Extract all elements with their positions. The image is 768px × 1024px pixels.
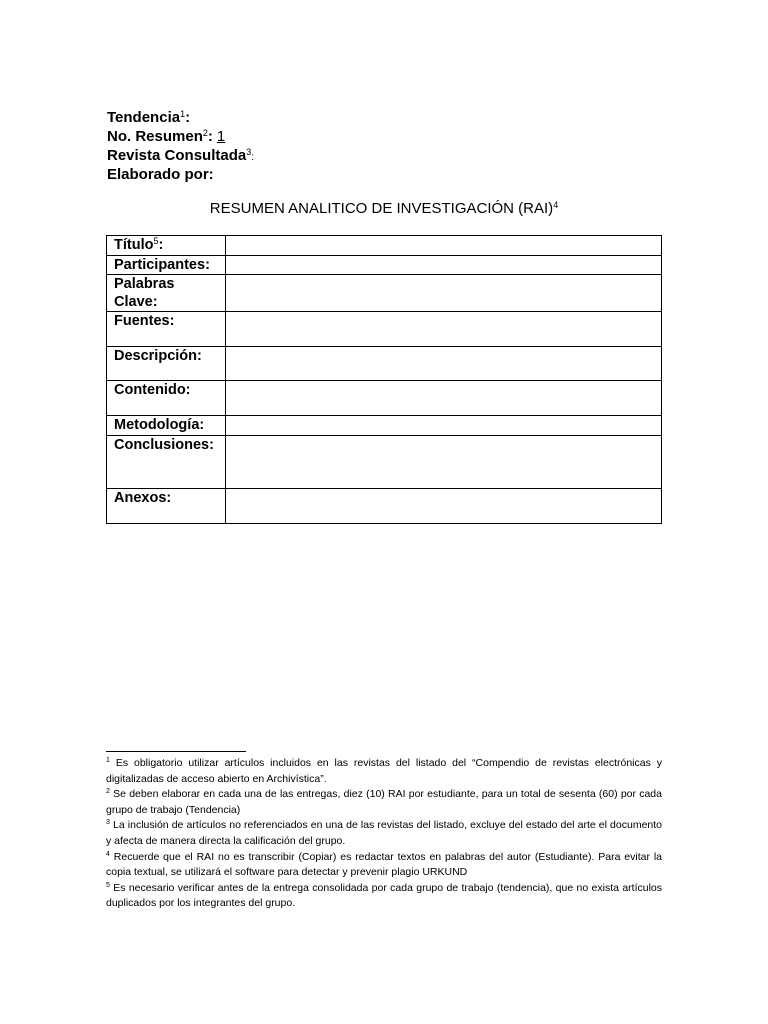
resumen-value[interactable]: 1 [216, 128, 226, 145]
document-title-text: RESUMEN ANALITICO DE INVESTIGACIÓN (RAI) [209, 200, 554, 217]
table-row-fuentes [107, 312, 662, 347]
table-row-metodologia [107, 416, 662, 436]
elaborado-label: Elaborado por: [107, 166, 214, 183]
table-row-anexos [107, 488, 662, 523]
elaborado-line [107, 165, 254, 184]
row-value-descripcion[interactable] [226, 347, 662, 381]
row-value-palabras-clave[interactable] [226, 275, 662, 312]
row-value-titulo[interactable] [226, 236, 662, 256]
table-row-conclusiones [107, 435, 662, 488]
footnote-1: $^1$ Es obligatorio utilizar artículos incluidos en las revistas del listado del “Compendio de revistas electrónicas y digitalizadas de acceso abierto en Archivística”. [106, 757, 663, 785]
row-label-anexos: Anexos: [107, 488, 226, 523]
footnote-ref-1[interactable]: 1 [180, 109, 186, 119]
tendencia-label: Tendencia [107, 109, 181, 126]
footnote-4: $^4$ Recuerde que el RAI no es transcribir (Copiar) es redactar textos en palabras del autor (Estudiante). Para evitar la copia textual, se utilizará el software para detectar y prevenir plagio URKUND [106, 850, 662, 879]
row-label-fuentes: Fuentes: [107, 312, 226, 347]
row-label-conclusiones: Conclusiones: [107, 435, 226, 488]
row-label-palabras-clave: Palabras Clave: [107, 275, 226, 312]
footnote-5: $^5$ Es necesario verificar antes de la entrega consolidada por cada grupo de trabajo (tendencia), que no exista artículos duplicados por los integrantes del grupo. [106, 881, 662, 910]
footnote-separator [106, 751, 246, 752]
rai-table [106, 235, 662, 524]
resumen-label: No. Resumen [107, 128, 203, 145]
table-row-palabras-clave [107, 275, 662, 312]
row-label-contenido: Contenido: [107, 381, 226, 416]
row-value-conclusiones[interactable] [226, 435, 662, 488]
row-value-participantes[interactable] [226, 255, 662, 275]
footnotes [106, 756, 662, 912]
tendencia-line: Tendencia$^1$: [107, 109, 191, 126]
row-label-descripcion: Descripción: [107, 347, 226, 381]
footnote-ref-5[interactable]: 5 [153, 236, 159, 246]
footnote-ref-2[interactable]: 2 [202, 128, 208, 138]
footnote-3: $^3$ La inclusión de artículos no referenciados en una de las revistas del listado, excluye del estado del arte el documento y afecta de manera directa la calificación del grupo. [106, 819, 662, 847]
row-value-anexos[interactable] [226, 488, 662, 523]
footnote-ref-3[interactable]: 3 [246, 147, 252, 157]
table-row-titulo [107, 236, 662, 256]
revista-label: Revista Consultada [107, 147, 247, 164]
row-value-contenido[interactable] [226, 381, 662, 416]
row-value-fuentes[interactable] [226, 312, 662, 347]
resumen-line: No. Resumen$^2$: 1 [107, 128, 226, 145]
row-label-metodologia: Metodología: [107, 416, 226, 436]
table-row-contenido [107, 381, 662, 416]
table-row-participantes [107, 255, 662, 275]
header-fields [107, 108, 254, 184]
revista-line: Revista Consultada$^3$: [107, 147, 255, 164]
footnote-2: $^2$ Se deben elaborar en cada una de las entregas, diez (10) RAI por estudiante, para un total de sesenta (60) por cada grupo de trabajo (Tendencia) [106, 788, 662, 816]
document-title [0, 199, 768, 218]
row-value-metodologia[interactable] [226, 416, 662, 436]
row-label-participantes: Participantes: [107, 255, 226, 275]
table-row-descripcion [107, 347, 662, 381]
footnote-ref-4[interactable]: 4 [553, 200, 559, 210]
row-label-titulo: Título$^5$: [107, 236, 226, 256]
